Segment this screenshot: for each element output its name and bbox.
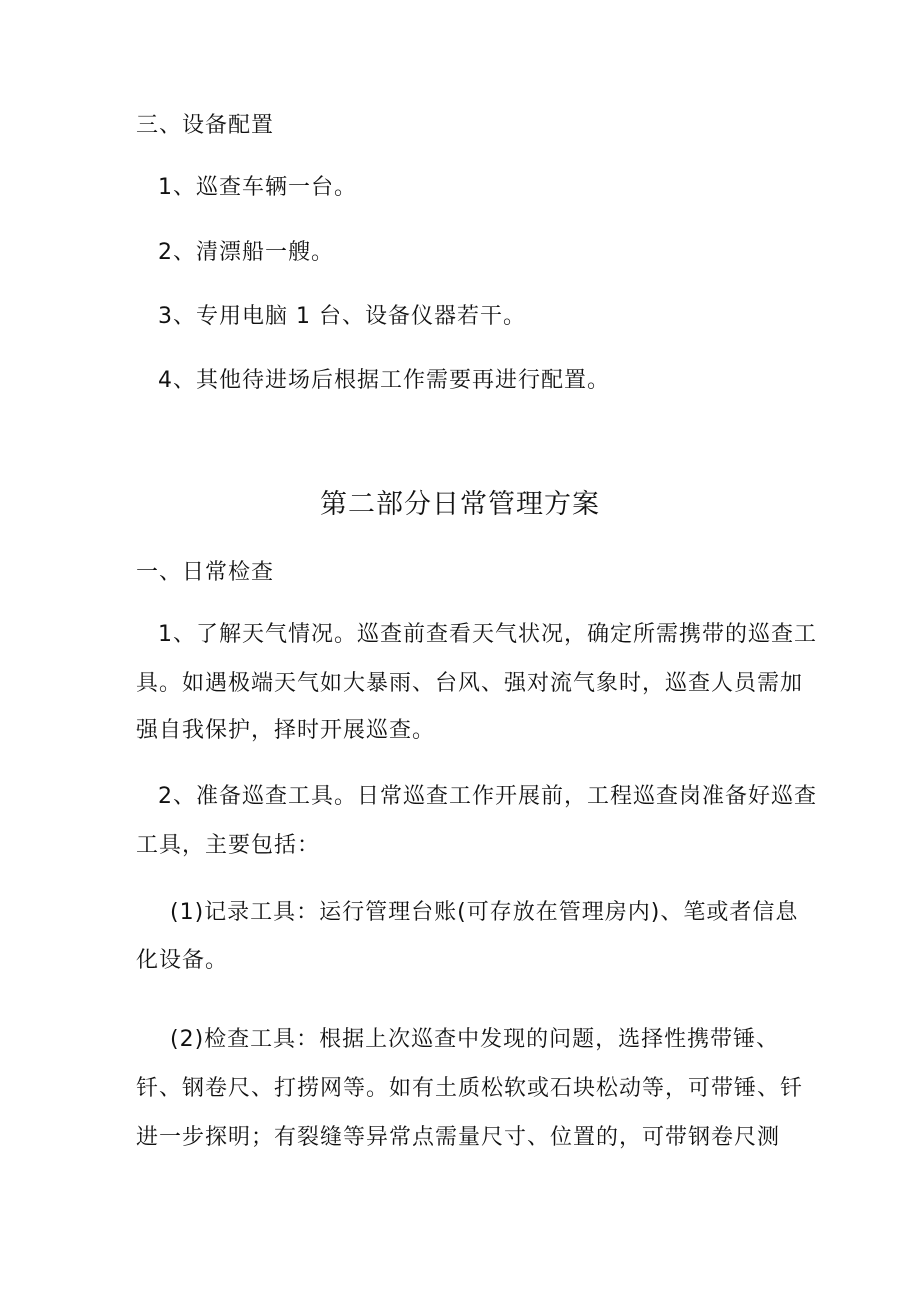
paragraph-line: 工具，主要包括：: [136, 833, 321, 858]
equipment-item: 1、巡查车辆一台。: [158, 175, 357, 200]
section-heading-equipment: 三、设备配置: [136, 113, 275, 138]
paragraph-line: 化设备。: [136, 948, 229, 973]
section-heading-daily-inspection: 一、日常检查: [136, 560, 275, 585]
equipment-item: 4、其他待进场后根据工作需要再进行配置。: [158, 368, 610, 393]
paragraph-line: 钎、钢卷尺、打捞网等。如有土质松软或石块松动等，可带锤、钎: [136, 1076, 804, 1101]
paragraph-line: 1、了解天气情况。巡查前查看天气状况，确定所需携带的巡查工: [158, 622, 817, 647]
paragraph-line: (1)记录工具：运行管理台账(可存放在管理房内)、笔或者信息: [170, 900, 799, 925]
paragraph-line: 具。如遇极端天气如大暴雨、台风、强对流气象时，巡查人员需加: [136, 671, 804, 696]
paragraph-line: 进一步探明；有裂缝等异常点需量尺寸、位置的，可带钢卷尺测: [136, 1125, 781, 1150]
paragraph-line: 2、准备巡查工具。日常巡查工作开展前，工程巡查岗准备好巡查: [158, 784, 817, 809]
equipment-item: 3、专用电脑 1 台、设备仪器若干。: [158, 304, 526, 329]
paragraph-line: (2)检查工具：根据上次巡查中发现的问题，选择性携带锤、: [170, 1027, 780, 1052]
part-title: 第二部分日常管理方案: [320, 489, 600, 520]
paragraph-line: 强自我保护，择时开展巡查。: [136, 718, 436, 743]
equipment-item: 2、清漂船一艘。: [158, 240, 334, 265]
